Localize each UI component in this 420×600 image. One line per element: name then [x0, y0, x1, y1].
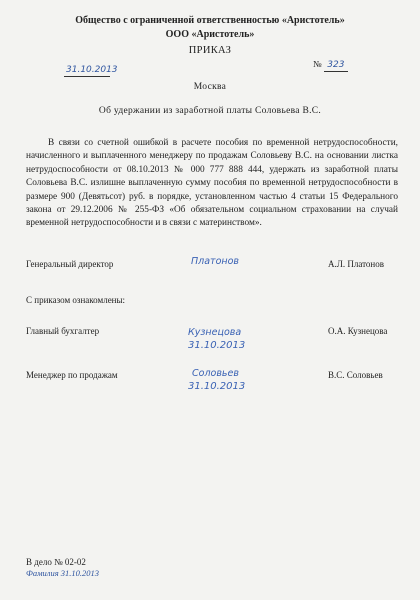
order-body: В связи со счетной ошибкой в расчете пособия по временной нетрудоспособности, начисленного и выплаченного менеджеру по продажам Соловьеву В.С. на основании листка нетрудоспособности от 08.10.2013 № 000 777 888 444, удержать из заработной платы Соловьева В.С. излишне выплаченную сумму пособия по временной нетрудоспособности в размере 900 (Девятьсот) руб. в порядке, установленном частью 4 статьи 15 Федерального закона от 29.12.2006 № 255-ФЗ «Об обязательном социальном страховании на случай временной нетрудоспособности и в связи с материнством». [26, 138, 398, 229]
file-resolution: Фамилия 31.10.2013 [26, 568, 100, 578]
accountant-position: Главный бухгалтер [26, 326, 100, 336]
manager-name: В.С. Соловьев [328, 370, 383, 380]
acquainted-label: С приказом ознакомлены: [26, 295, 126, 305]
org-short-name: ООО «Аристотель» [165, 29, 255, 40]
accountant-sign-date: 31.10.2013 [188, 340, 246, 351]
order-date: 31.10.2013 [66, 65, 118, 75]
order-subject: Об удержании из заработной платы Соловьева В.С. [98, 106, 322, 116]
director-name: А.Л. Платонов [328, 259, 384, 269]
director-signature: Платонов [191, 256, 240, 267]
order-date-field [64, 59, 118, 77]
order-number: 323 [324, 60, 348, 72]
accountant-signature: Кузнецова [188, 327, 242, 338]
manager-sign-date: 31.10.2013 [188, 381, 246, 392]
order-number-sign: № [313, 59, 322, 69]
order-number-field [313, 59, 348, 72]
order-city: Москва [193, 82, 227, 92]
accountant-name: О.А. Кузнецова [328, 326, 388, 336]
manager-signature: Соловьев [192, 368, 239, 379]
file-note: В дело № 02-02 [26, 557, 86, 567]
director-position: Генеральный директор [26, 259, 114, 269]
org-full-name: Общество с ограниченной ответственностью «Аристотель» [75, 15, 345, 26]
order-title: ПРИКАЗ [188, 45, 232, 56]
manager-position: Менеджер по продажам [26, 370, 118, 380]
